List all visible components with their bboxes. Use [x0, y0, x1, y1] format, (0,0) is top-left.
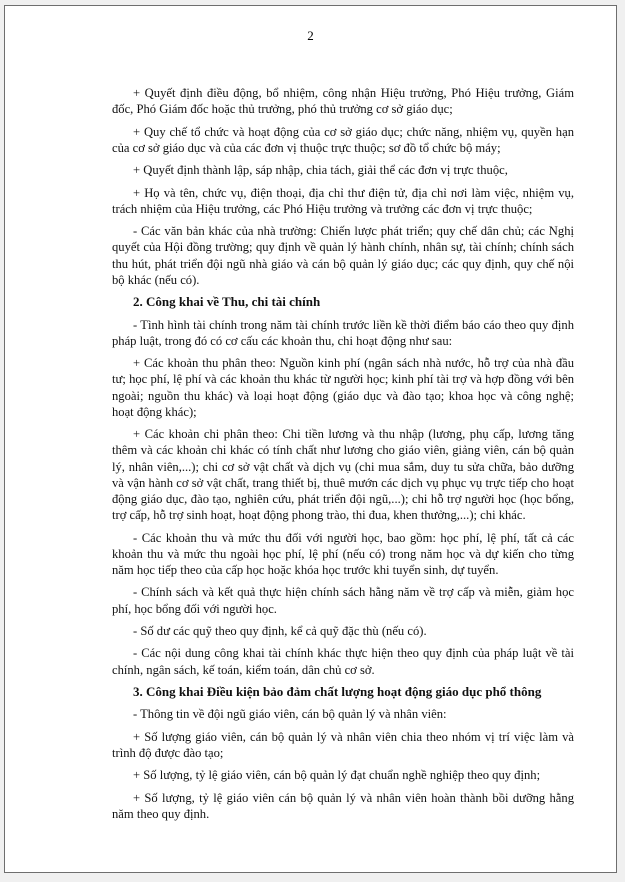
paragraph: + Số lượng, tỷ lệ giáo viên cán bộ quản lý và nhân viên hoàn thành bồi dưỡng hằng năm theo quy định.: [112, 790, 574, 821]
paragraph: - Thông tin về đội ngũ giáo viên, cán bộ quản lý và nhân viên:: [133, 707, 447, 722]
paragraph: - Các khoản thu và mức thu đối với người học, bao gồm: học phí, lệ phí, tất cả các khoản thu và mức thu ngoài học phí, lệ phí (nếu có) trong năm học và dự kiến cho từng năm học tiếp theo của cấp học hoặc khóa học trước khi tuyển sinh, dự tuyển.: [112, 530, 574, 577]
paragraph: - Các văn bản khác của nhà trường: Chiến lược phát triển; quy chế dân chủ; các Nghị quyết của Hội đồng trường; quy định về quản lý hành chính, nhân sự, tài chính; chính sách thu hút, phát triển đội ngũ nhà giáo và cán bộ quản lý giáo dục; các quy định, quy chế nội bộ khác (nếu có).: [112, 224, 574, 287]
paragraph: - Chính sách và kết quả thực hiện chính sách hằng năm về trợ cấp và miễn, giảm học phí, học bổng đối với người học.: [112, 585, 574, 616]
paragraph: + Các khoản chi phân theo: Chi tiền lương và thu nhập (lương, phụ cấp, lương tăng thêm và các khoản chi khác có tính chất như lương cho giáo viên, giảng viên, cán bộ quản lý, nhân viên,...); chi cơ sở vật chất và dịch vụ (chi mua sắm, duy tu sửa chữa, bảo dưỡng và vận hành cơ sở vật chất, trang thiết bị, thuê mướn các dịch vụ phục vụ trực tiếp cho hoạt động giáo dục, đào tạo, nghiên cứu, phát triển đội ngũ,...); chi hỗ trợ người học (học bổng, trợ cấp, hỗ trợ sinh hoạt, hoạt động phong trào, thi đua, khen thưởng,...); chi khác.: [112, 427, 574, 523]
document-body: [112, 85, 574, 828]
paragraph: + Số lượng giáo viên, cán bộ quản lý và nhân viên chia theo nhóm vị trí việc làm và trình độ được đào tạo;: [112, 729, 574, 760]
paragraph: - Số dư các quỹ theo quy định, kể cả quỹ đặc thù (nếu có).: [133, 623, 427, 638]
document-page: [4, 5, 617, 873]
paragraph: - Các nội dung công khai tài chính khác thực hiện theo quy định của pháp luật về tài chính, ngân sách, kế toán, kiểm toán, dân chủ cơ sở.: [112, 646, 574, 677]
section-heading-finance: 2. Công khai về Thu, chi tài chính: [133, 294, 321, 310]
paragraph: + Quyết định thành lập, sáp nhập, chia tách, giải thể các đơn vị trực thuộc,: [133, 163, 508, 178]
paragraph: + Số lượng, tỷ lệ giáo viên, cán bộ quản lý đạt chuẩn nghề nghiệp theo quy định;: [133, 768, 541, 783]
paragraph: + Họ và tên, chức vụ, điện thoại, địa chỉ thư điện tử, địa chỉ nơi làm việc, nhiệm vụ, trách nhiệm của Hiệu trưởng, các Phó Hiệu trưởng và trưởng các đơn vị trực thuộc;: [112, 185, 574, 216]
section-heading-quality: 3. Công khai Điều kiện bảo đảm chất lượng hoạt động giáo dục phổ thông: [133, 683, 542, 699]
paragraph: + Các khoản thu phân theo: Nguồn kinh phí (ngân sách nhà nước, hỗ trợ của nhà đầu tư; học phí, lệ phí và các khoản thu khác từ người học; kinh phí tài trợ và hợp đồng với bên ngoài; nguồn thu khác) và loại hoạt động (giáo dục và đào tạo; khoa học và công nghệ; hoạt động khác);: [112, 356, 574, 419]
page-number: 2: [307, 28, 314, 43]
paragraph: + Quyết định điều động, bổ nhiệm, công nhận Hiệu trưởng, Phó Hiệu trưởng, Giám đốc, Phó Giám đốc hoặc thủ trưởng, phó thủ trưởng cơ sở giáo dục;: [112, 86, 574, 117]
paragraph: + Quy chế tổ chức và hoạt động của cơ sở giáo dục; chức năng, nhiệm vụ, quyền hạn của cơ sở giáo dục và của các đơn vị thuộc trực thuộc; sơ đồ tổ chức bộ máy;: [112, 124, 574, 155]
paragraph: - Tình hình tài chính trong năm tài chính trước liền kề thời điểm báo cáo theo quy định pháp luật, trong đó có cơ cấu các khoản thu, chi hoạt động như sau:: [112, 317, 574, 348]
